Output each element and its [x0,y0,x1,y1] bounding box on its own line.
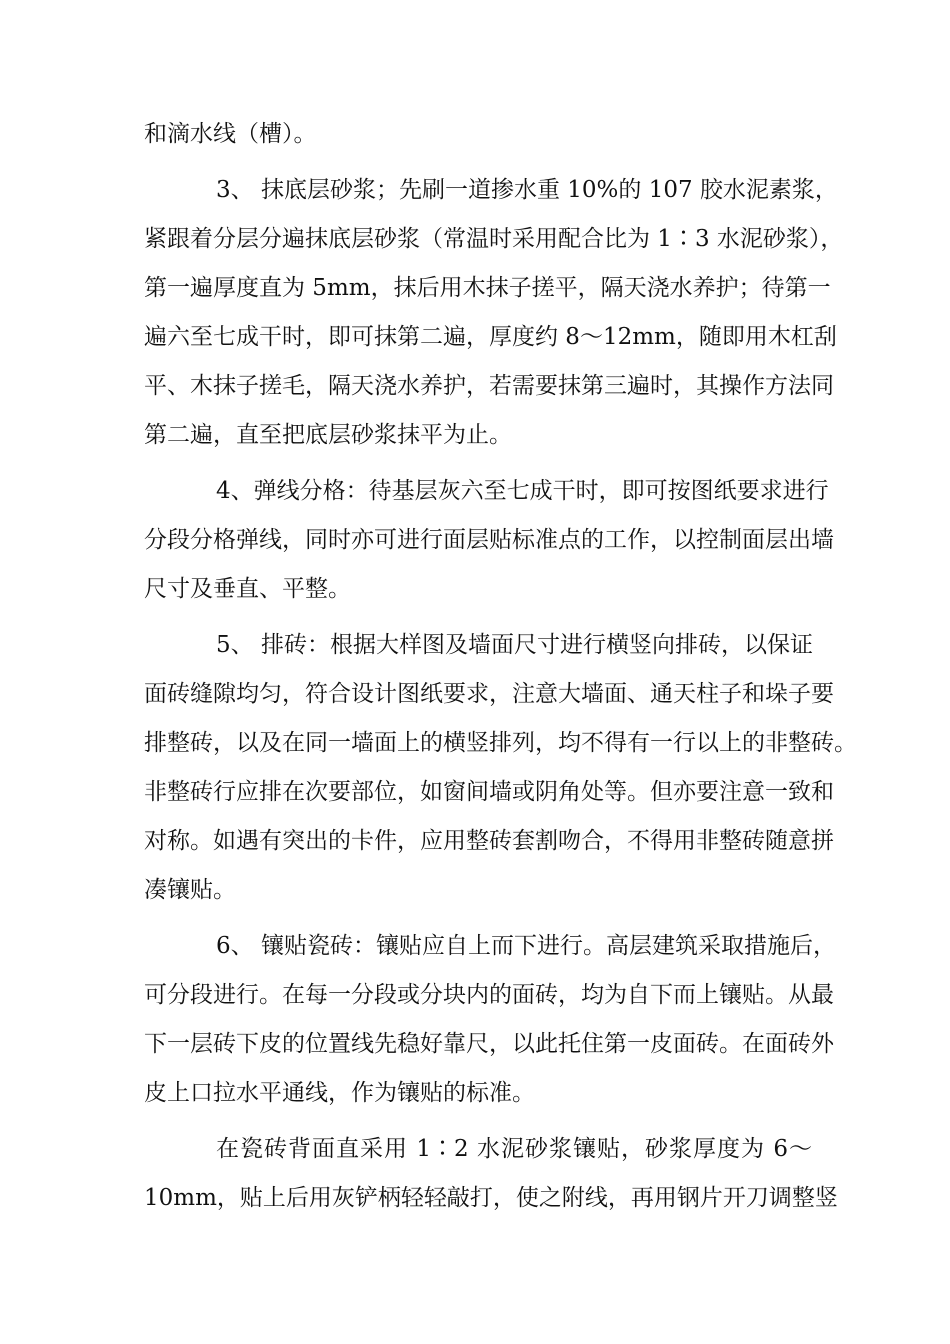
text-line: 紧跟着分层分遍抹底层砂浆（常温时采用配合比为 1∶3 水泥砂浆）， [144,226,844,252]
text-line: 6、 镶贴瓷砖：镶贴应自上而下进行。高层建筑采取措施后， [216,933,836,959]
text-line: 第一遍厚度直为 5mm，抹后用木抹子搓平，隔天浇水养护；待第一 [144,275,831,301]
text-line: 非整砖行应排在次要部位，如窗间墙或阴角处等。但亦要注意一致和 [144,779,834,805]
paragraph-step-3 [144,166,844,460]
text-line: 分段分格弹线，同时亦可进行面层贴标准点的工作，以控制面层出墙 [144,527,834,553]
text-line: 排整砖，以及在同一墙面上的横竖排列，均不得有一行以上的非整砖。 [144,730,857,756]
body-text [144,110,857,1223]
text-line: 尺寸及垂直、平整。 [144,576,351,602]
text-line: 4、弹线分格：待基层灰六至七成干时，即可按图纸要求进行 [216,478,829,504]
text-line: 下一层砖下皮的位置线先稳好靠尺，以此托住第一皮面砖。在面砖外 [144,1031,834,1057]
paragraph-drip-line [144,110,812,159]
text-line: 皮上口拉水平通线，作为镶贴的标准。 [144,1080,535,1106]
text-line: 对称。如遇有突出的卡件，应用整砖套割吻合，不得用非整砖随意拼 [144,828,834,854]
paragraph-step-4 [144,467,834,614]
text-line: 第二遍，直至把底层砂浆抹平为止。 [144,422,512,448]
text-line: 5、 排砖：根据大样图及墙面尺寸进行横竖向排砖，以保证 [216,632,813,658]
text-line: 平、木抹子搓毛，隔天浇水养护，若需要抹第三遍时，其操作方法同 [144,373,834,399]
text-line: 可分段进行。在每一分段或分块内的面砖，均为自下而上镶贴。从最 [144,982,834,1008]
text-line: 面砖缝隙均匀，符合设计图纸要求，注意大墙面、通天柱子和垛子要 [144,681,834,707]
text-line: 3、 抹底层砂浆；先刷一道掺水重 10%的 107 胶水泥素浆， [216,177,838,203]
text-line: 和滴水线（槽）。 [144,121,317,147]
text-line: 在瓷砖背面直采用 1∶2 水泥砂浆镶贴，砂浆厚度为 6～ [216,1136,812,1162]
text-line: 凑镶贴。 [144,877,236,903]
text-line: 10mm，贴上后用灰铲柄轻轻敲打，使之附线，再用钢片开刀调整竖 [144,1185,838,1211]
text-line: 遍六至七成干时，即可抹第二遍，厚度约 8～12mm，随即用木杠刮 [144,324,837,350]
paragraph-tile-backing [144,1125,838,1223]
paragraph-step-6 [144,922,836,1118]
paragraph-step-5 [144,621,857,915]
